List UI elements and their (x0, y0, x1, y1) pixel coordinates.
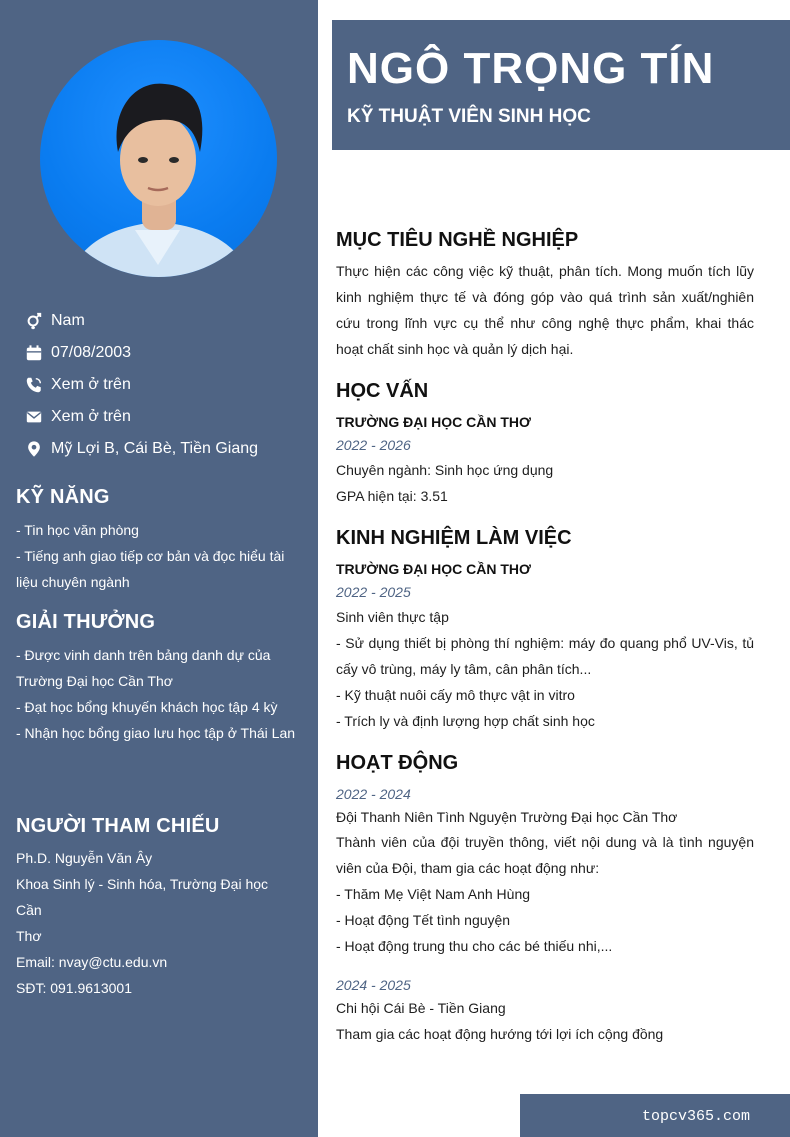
activity-bullet: - Hoạt động Tết tình nguyện (336, 912, 511, 928)
contact-gender (24, 305, 314, 337)
activity-bullet: - Hoạt động trung thu cho các bé thiếu nhi,... (336, 938, 613, 954)
address-text: Mỹ Lợi B, Cái Bè, Tiền Giang (51, 440, 259, 457)
avatar (40, 40, 277, 277)
references-title: NGƯỜI THAM CHIẾU (16, 815, 220, 837)
contact-email (24, 401, 314, 433)
experience-title: KINH NGHIỆM LÀM VIỆC (336, 527, 572, 549)
experience-position: Sinh viên thực tập (336, 609, 449, 625)
activity-desc: Thành viên của đội truyền thông, viết nội dung và là tình nguyện viên của Đội, tham gia các hoạt động như: (336, 834, 754, 876)
contact-birthday (24, 337, 314, 369)
education-date: 2022 - 2026 (336, 437, 411, 453)
skills-title: KỸ NĂNG (16, 486, 110, 508)
skill-line: - Tiếng anh giao tiếp cơ bản và đọc hiểu tài (16, 548, 285, 564)
contact-list (24, 305, 314, 465)
awards-list (16, 642, 296, 746)
email-icon (24, 407, 44, 427)
reference-line: Khoa Sinh lý - Sinh hóa, Trường Đại học Cần (16, 876, 269, 918)
award-line: - Nhận học bổng giao lưu học tập ở Thái Lan (16, 725, 296, 741)
experience-bullet: - Sử dụng thiết bị phòng thí nghiệm: máy đo quang phổ UV-Vis, tủ cấy vô trùng, máy ly tâm, cân phân tích... (336, 635, 754, 677)
education-title: HỌC VẤN (336, 380, 429, 402)
calendar-icon (24, 343, 44, 363)
skill-line: - Tin học văn phòng (16, 522, 139, 538)
footer-watermark-box (520, 1094, 790, 1137)
experience-org: TRƯỜNG ĐẠI HỌC CẦN THƠ (336, 561, 531, 577)
reference-line: Email: nvay@ctu.edu.vn (16, 954, 168, 970)
phone-text: Xem ở trên (51, 376, 131, 393)
awards-title: GIẢI THƯỞNG (16, 611, 156, 633)
education-gpa: GPA hiện tại: 3.51 (336, 488, 448, 504)
candidate-name: NGÔ TRỌNG TÍN (347, 44, 715, 93)
birthday-text: 07/08/2003 (51, 344, 132, 361)
objective-title: MỤC TIÊU NGHỀ NGHIỆP (336, 229, 579, 251)
watermark-text: topcv365.com (641, 1108, 750, 1125)
experience-bullet: - Trích ly và định lượng hợp chất sinh học (336, 713, 595, 729)
skills-list (16, 517, 296, 595)
candidate-role: KỸ THUẬT VIÊN SINH HỌC (347, 106, 591, 127)
contact-phone (24, 369, 314, 401)
reference-line: Ph.D. Nguyễn Văn Ây (16, 850, 153, 866)
objective-text: Thực hiện các công việc kỹ thuật, phân tích. Mong muốn tích lũy kinh nghiệm thực tế và đóng góp vào quá trình sản xuất/nghiên cứu trong lĩnh vực cụ thể như công nghệ thực phẩm, khai thác hoạt chất sinh học và quản lý dịch hại. (336, 263, 754, 357)
activity-org: Đội Thanh Niên Tình Nguyện Trường Đại học Cần Thơ (336, 809, 678, 825)
activity-date: 2024 - 2025 (336, 977, 411, 993)
education-major: Chuyên ngành: Sinh học ứng dụng (336, 462, 554, 478)
activity-desc: Tham gia các hoạt động hướng tới lợi ích cộng đồng (336, 1026, 664, 1042)
award-line: - Được vinh danh trên bảng danh dự của (16, 647, 271, 663)
experience-bullet: - Kỹ thuật nuôi cấy mô thực vật in vitro (336, 687, 575, 703)
activities-title: HOẠT ĐỘNG (336, 752, 459, 774)
activity-org: Chi hội Cái Bè - Tiền Giang (336, 1000, 506, 1016)
email-text: Xem ở trên (51, 408, 131, 425)
contact-address (24, 433, 314, 465)
activity-bullet: - Thăm Mẹ Việt Nam Anh Hùng (336, 886, 531, 902)
education-org: TRƯỜNG ĐẠI HỌC CẦN THƠ (336, 414, 531, 430)
location-icon (24, 439, 44, 459)
sidebar (0, 0, 318, 1137)
reference-line: Thơ (16, 928, 42, 944)
portrait-photo (40, 40, 277, 277)
award-line: - Đạt học bổng khuyến khách học tập 4 kỳ (16, 699, 278, 715)
gender-icon (24, 311, 44, 331)
reference-line: SĐT: 091.9613001 (16, 980, 132, 996)
header-banner (332, 20, 790, 150)
references-list (16, 845, 296, 1001)
experience-date: 2022 - 2025 (336, 584, 411, 600)
award-line: Trường Đại học Cần Thơ (16, 673, 173, 689)
activity-date: 2022 - 2024 (336, 786, 411, 802)
gender-text: Nam (51, 312, 85, 329)
phone-icon (24, 375, 44, 395)
skill-line: liệu chuyên ngành (16, 574, 130, 590)
